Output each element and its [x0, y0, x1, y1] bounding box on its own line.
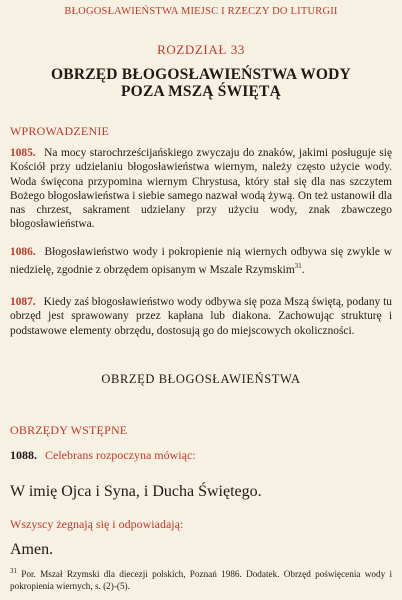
- page-title: [0, 66, 402, 100]
- paragraph-1086: [10, 245, 392, 277]
- footnote-number: 31: [10, 567, 17, 575]
- paragraph-number: 1086.: [10, 246, 36, 258]
- paragraph-1085: [10, 146, 392, 232]
- paragraph-number: 1088.: [10, 448, 37, 462]
- response-text: Amen.: [10, 541, 54, 558]
- invocation-text: W imię Ojca i Syna, i Ducha Świętego.: [10, 483, 262, 500]
- footnote: [10, 565, 392, 592]
- footnote-ref: 31: [294, 262, 302, 271]
- chapter-label: ROZDZIAŁ 33: [157, 42, 245, 57]
- running-head: BŁOGOSŁAWIEŃSTWA MIEJSC I RZECZY DO LITURGII: [64, 6, 338, 17]
- paragraph-text-end: .: [301, 264, 305, 277]
- paragraph-1087: [10, 295, 392, 338]
- section-heading-intro: WPROWADZENIE: [10, 124, 110, 138]
- paragraph-1088: [10, 448, 392, 462]
- section-heading-introductory-rites: OBRZĘDY WSTĘPNE: [10, 423, 128, 437]
- rite-title: OBRZĘD BŁOGOSŁAWIEŃSTWA: [101, 372, 301, 386]
- title-line-1: OBRZĘD BŁOGOSŁAWIEŃSTWA WODY: [51, 66, 351, 83]
- paragraph-number: 1085.: [10, 147, 36, 159]
- footnote-text: Por. Mszał Rzymski dla diecezji polskich, Poznań 1986. Dodatek. Obrzęd poświęcenia wody i pokropienia wiernych, s. (2)-(5).: [10, 569, 392, 592]
- paragraph-text: Błogosławieństwo wody i pokropienie nią wiernych odbywa się zwykle w niedzielę, zgodnie z obrzędem opisanym w Mszale Rzymskim: [10, 246, 392, 277]
- paragraph-number: 1087.: [10, 296, 36, 308]
- paragraph-text: Kiedy zaś błogosławieństwo wody odbywa się poza Mszą świętą, podany tu obrzęd jest sprawowany przez kapłana lub diakona. Zachowując strukturę i podstawowe elementy obrzędu, dostosują go do miejscowych okoliczności.: [10, 296, 392, 337]
- paragraph-text: Na mocy starochrześcijańskiego zwyczaju do znaków, jakimi posługuje się Kościół przy udzielaniu błogosławieństwa wiernym, należy często użycie wody. Woda święcona przypomina wiernym Chrystusa, który stał się dla nas szczytem Bożego błogosławieństwa i siebie samego nazwał wodą żywą. On też ustanowił dla nas chrzest, sakrament udzielany przy użyciu wody, znak zbawczego błogosławieństwa.: [10, 147, 392, 231]
- rubric-response: Wszyscy żegnają się i odpowiadają:: [10, 517, 184, 531]
- title-line-2: POZA MSZĄ ŚWIĘTĄ: [121, 83, 281, 100]
- rubric-celebrant: Celebrans rozpoczyna mówiąc:: [45, 448, 196, 462]
